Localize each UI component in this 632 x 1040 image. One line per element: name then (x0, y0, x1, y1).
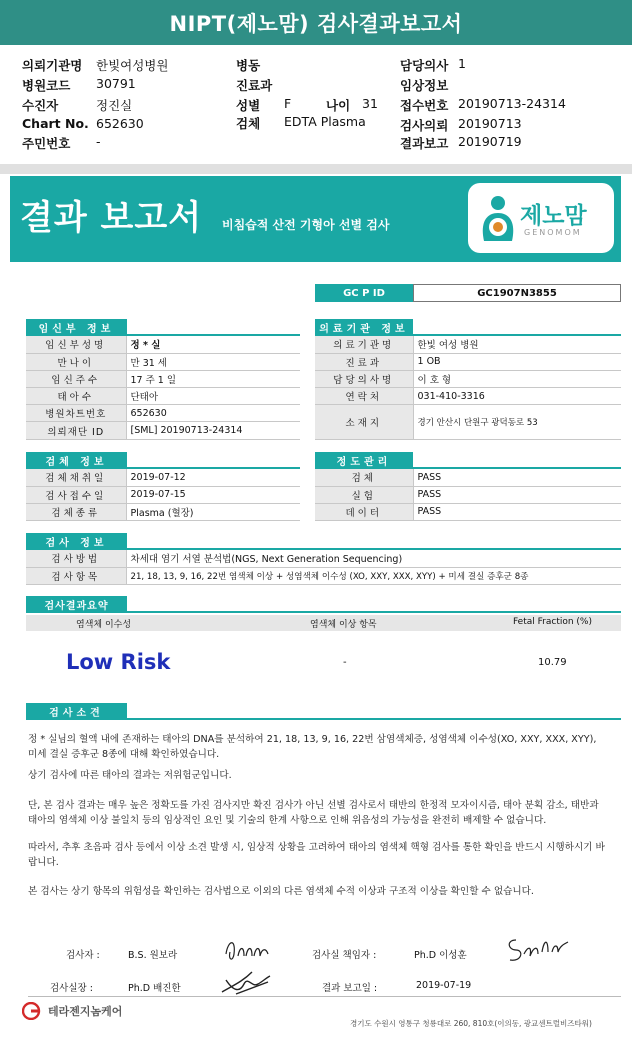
row-value: 만 31 세 (126, 353, 300, 370)
row-label: 진료과 (315, 353, 413, 370)
qc-table (315, 469, 621, 521)
summary-col-fetal-fraction: Fetal Fraction (%) (513, 617, 592, 627)
age-value: 31 (362, 96, 378, 111)
row-label: 의뢰재단 ID (26, 422, 126, 439)
row-value: [SML] 20190713-24314 (126, 422, 300, 439)
hospital-code-label: 병원코드 (22, 78, 71, 93)
table-row (26, 353, 300, 370)
row-value: 031-410-3316 (413, 388, 621, 405)
gcpid-value: GC1907N3855 (413, 284, 621, 302)
table-row (26, 422, 300, 439)
summary-col-abnormal: 염색체 이상 항목 (310, 620, 377, 630)
pregnant-table (26, 336, 300, 440)
table-row (315, 469, 621, 486)
recipient-label: 수진자 (22, 98, 59, 113)
theragen-logo-icon (22, 1002, 42, 1020)
clinical-info-label: 임상정보 (400, 78, 449, 93)
director-label: 검사실장 : (50, 983, 93, 994)
row-value: Plasma (혈장) (126, 503, 300, 520)
sex-label: 성별 (236, 98, 261, 113)
report-date-value: 20190719 (458, 134, 522, 149)
footer-divider (28, 996, 621, 997)
row-label: 소재지 (315, 405, 413, 439)
table-row (315, 503, 621, 520)
table-row (26, 567, 621, 584)
row-value: PASS (413, 469, 621, 486)
row-value: 경기 안산시 단원구 광덕동로 53 (413, 405, 621, 439)
section-pregnant-info: 임신부 정보 (26, 319, 127, 335)
mother-baby-icon (476, 193, 520, 243)
summary-col-aneuploidy: 염색체 이수성 (76, 620, 132, 630)
table-row (26, 405, 300, 422)
lab-head-signature-icon (504, 932, 576, 966)
row-value: 21, 18, 13, 9, 16, 22번 염색체 이상 + 성염색체 이수성 (XO, XXY, XXX, XYY) + 미세 결실 증후군 8종 (126, 567, 621, 584)
tester-value: B.S. 원보라 (128, 950, 178, 961)
director-signature-icon (218, 966, 272, 998)
report-banner (10, 176, 621, 262)
table-row (315, 388, 621, 405)
row-label: 의료기관명 (315, 336, 413, 353)
report-date-value: 2019-07-19 (416, 980, 472, 991)
row-label: 만나이 (26, 353, 126, 370)
company-logo (22, 1002, 122, 1020)
ward-label: 병동 (236, 58, 261, 73)
row-label: 실험 (315, 486, 413, 503)
receipt-no-label: 접수번호 (400, 98, 449, 113)
risk-result: Low Risk (66, 650, 171, 674)
company-address: 경기도 수원시 영통구 청룡대로 260, 810호(이의동, 광교센트럴비즈타워) (350, 1019, 592, 1028)
table-row (26, 503, 300, 520)
director-value: Ph.D 배진한 (128, 983, 181, 994)
table-row (26, 336, 300, 353)
row-label: 검사방법 (26, 550, 126, 567)
specimen-value: EDTA Plasma (284, 114, 366, 129)
table-row (26, 550, 621, 567)
recipient-value: 정진실 (96, 98, 133, 113)
row-value: 652630 (126, 405, 300, 422)
report-date-label: 결과 보고일 : (322, 983, 378, 994)
row-label: 검사접수일 (26, 486, 126, 503)
abnormal-item-value: - (343, 657, 347, 668)
test-table (26, 550, 621, 585)
table-row (315, 405, 621, 439)
section-line (26, 718, 621, 720)
banner-title: 결과 보고서 (20, 198, 203, 238)
company-name: 테라젠지놈케어 (48, 1005, 123, 1018)
divider-band (0, 164, 632, 174)
table-row (26, 486, 300, 503)
institution-value: 한빛여성병원 (96, 58, 169, 73)
department-label: 진료과 (236, 78, 273, 93)
table-row (315, 336, 621, 353)
request-date-value: 20190713 (458, 116, 522, 131)
lab-head-value: Ph.D 이성훈 (414, 950, 467, 961)
row-label: 검체종류 (26, 503, 126, 520)
doctor-value: 1 (458, 56, 466, 71)
opinion-paragraph: 단, 본 검사 결과는 매우 높은 정확도를 가진 검사지만 확진 검사가 아닌 선별 검사로서 태반의 한정적 모자이시즘, 태아 분획 감소, 태반과 태아의 염색체 이상 불일치 등의 임상적인 요인 및 기술의 한계 사항으로 인해 위음성의 가능성을 완전히 배제할 수 없습니다. (28, 800, 599, 826)
row-label: 데이터 (315, 503, 413, 520)
receipt-no-value: 20190713-24314 (458, 96, 566, 111)
opinion-paragraph: 본 검사는 상기 항목의 위험성을 확인하는 검사법으로 이외의 다른 염색체 수적 이상과 구조적 이상을 확인할 수 없습니다. (28, 886, 534, 897)
sex-value: F (284, 96, 292, 111)
row-label: 임신주수 (26, 370, 126, 387)
opinion-paragraph: 따라서, 추후 초음파 검사 등에서 이상 소견 발생 시, 임상적 상황을 고려하여 태아의 염색체 핵형 검사를 통한 확인을 반드시 시행하시기 바랍니다. (28, 842, 605, 868)
row-label: 검사항목 (26, 567, 126, 584)
chart-no-value: 652630 (96, 116, 144, 131)
table-row (315, 353, 621, 370)
opinion-paragraph: 상기 검사에 따른 태아의 결과는 저위험군입니다. (28, 770, 232, 781)
section-summary: 검사결과요약 (26, 596, 127, 612)
summary-header (26, 615, 621, 631)
tester-label: 검사자 : (66, 950, 100, 961)
age-label: 나이 (326, 98, 351, 113)
chart-no-label: Chart No. (22, 116, 89, 131)
row-value: PASS (413, 503, 621, 520)
resident-no-label: 주민번호 (22, 136, 71, 151)
banner-subtitle: 비침습적 산전 기형아 선별 검사 (222, 218, 390, 232)
section-institution-info: 의료기관 정보 (315, 319, 413, 335)
row-value: 2019-07-12 (126, 469, 300, 486)
row-value: 이 호 형 (413, 370, 621, 387)
logo-sub: GENOMOM (524, 228, 582, 237)
report-date-label: 결과보고 (400, 136, 449, 151)
resident-no-value: - (96, 134, 101, 149)
row-label: 검체채취일 (26, 469, 126, 486)
table-row (315, 370, 621, 387)
row-value: PASS (413, 486, 621, 503)
request-date-label: 검사의뢰 (400, 118, 449, 133)
row-value: 17 주 1 일 (126, 370, 300, 387)
doctor-label: 담당의사 (400, 58, 449, 73)
section-opinion: 검사소견 (26, 703, 127, 719)
row-value: 정 * 실 (126, 336, 300, 353)
row-value: 1 OB (413, 353, 621, 370)
row-label: 담당의사명 (315, 370, 413, 387)
row-value: 단태아 (126, 388, 300, 405)
logo-name: 제노맘 (520, 203, 587, 229)
gcpid-label: GC P ID (315, 284, 413, 302)
row-value: 2019-07-15 (126, 486, 300, 503)
top-info (0, 52, 632, 162)
institution-label: 의뢰기관명 (22, 58, 83, 73)
tester-signature-icon (222, 934, 272, 966)
section-test-info: 검사 정보 (26, 533, 127, 549)
row-value: 한빛 여성 병원 (413, 336, 621, 353)
report-title: NIPT(제노맘) 검사결과보고서 (0, 0, 632, 45)
row-label: 검체 (315, 469, 413, 486)
table-row (26, 388, 300, 405)
opinion-paragraph: 정 * 실님의 혈액 내에 존재하는 태아의 DNA를 분석하여 21, 18, 13, 9, 16, 22번 삼염색체증, 성염색체 이수성(XO, XXY, XXX, XYY), 미세 결실 증후군 8종에 대해 확인하였습니다. (28, 734, 597, 760)
section-specimen-info: 검체 정보 (26, 452, 127, 468)
row-label: 연락처 (315, 388, 413, 405)
fetal-fraction-value: 10.79 (538, 657, 567, 668)
specimen-table (26, 469, 300, 521)
hospital-code-value: 30791 (96, 76, 136, 91)
table-row (26, 370, 300, 387)
lab-head-label: 검사실 책임자 : (312, 950, 377, 961)
section-qc: 정도관리 (315, 452, 413, 468)
specimen-label: 검체 (236, 116, 261, 131)
table-row (315, 486, 621, 503)
institution-table (315, 336, 621, 440)
row-label: 임신부성명 (26, 336, 126, 353)
row-label: 태아수 (26, 388, 126, 405)
row-value: 차세대 염기 서열 분석법(NGS, Next Generation Sequencing) (126, 550, 621, 567)
section-line (26, 611, 621, 613)
table-row (26, 469, 300, 486)
genomom-logo (468, 183, 614, 253)
row-label: 병원차트번호 (26, 405, 126, 422)
